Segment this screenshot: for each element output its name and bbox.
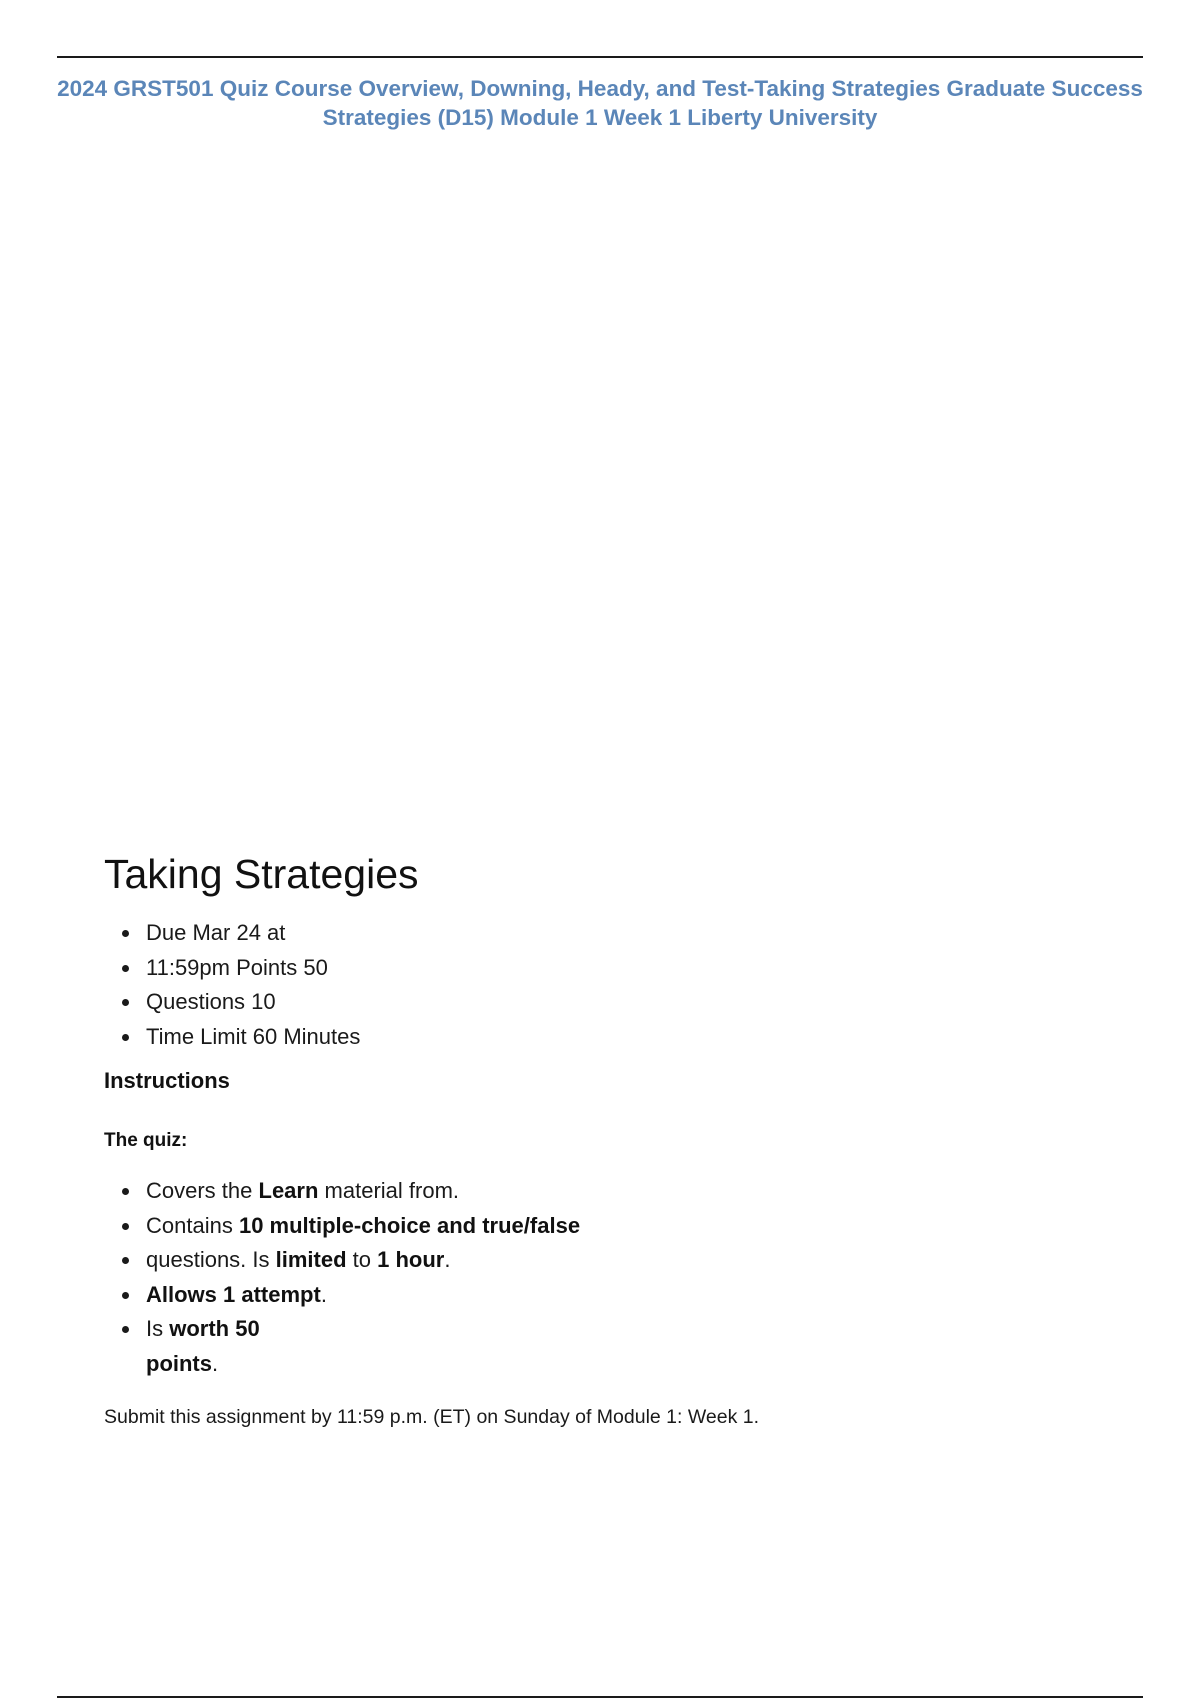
instructions-heading: Instructions	[104, 1068, 230, 1093]
submission-note: Submit this assignment by 11:59 p.m. (ET) on Sunday of Module 1: Week 1.	[104, 1406, 760, 1428]
text-span: Is	[146, 1316, 170, 1341]
document-header-title: 2024 GRST501 Quiz Course Overview, Downing, Heady, and Test-Taking Strategies Graduate Success Strategies (D15) Module 1 Week 1 Liberty University	[57, 76, 1143, 130]
quiz-label: The quiz:	[104, 1130, 188, 1151]
quiz-details-list	[104, 1174, 580, 1381]
bold-span: 10 multiple-choice and true/false	[238, 1212, 581, 1238]
text-span: Covers the	[146, 1178, 259, 1203]
top-rule	[57, 56, 1143, 58]
meta-time-limit: • Time Limit 60 Minutes	[142, 1020, 360, 1055]
text-span: questions. Is	[146, 1247, 276, 1272]
text-span: to	[346, 1247, 378, 1272]
bottom-rule	[57, 1696, 1143, 1698]
quiz-item-covers	[142, 1174, 580, 1209]
quiz-meta-list	[104, 916, 360, 1054]
quiz-item-limited	[142, 1243, 580, 1278]
bold-span: limited	[275, 1247, 347, 1272]
meta-time-points: • 11:59pm Points 50	[142, 951, 360, 986]
bold-span: 1 hour	[377, 1247, 445, 1272]
text-span: .	[444, 1247, 451, 1272]
quiz-item-contains	[142, 1209, 580, 1244]
bold-span: Learn	[258, 1178, 319, 1203]
meta-questions: • Questions 10	[142, 985, 360, 1020]
text-span: material from.	[318, 1178, 460, 1203]
bold-span: worth 50 points	[146, 1316, 260, 1376]
quiz-item-worth	[142, 1312, 306, 1381]
page-title: Taking Strategies	[104, 851, 419, 897]
meta-due: • Due Mar 24 at	[142, 916, 360, 951]
quiz-item-attempt	[142, 1278, 580, 1313]
text-span: .	[212, 1350, 219, 1376]
text-span: Contains	[146, 1212, 239, 1238]
text-span: .	[320, 1281, 327, 1307]
bold-span: Allows 1 attempt	[146, 1281, 321, 1307]
